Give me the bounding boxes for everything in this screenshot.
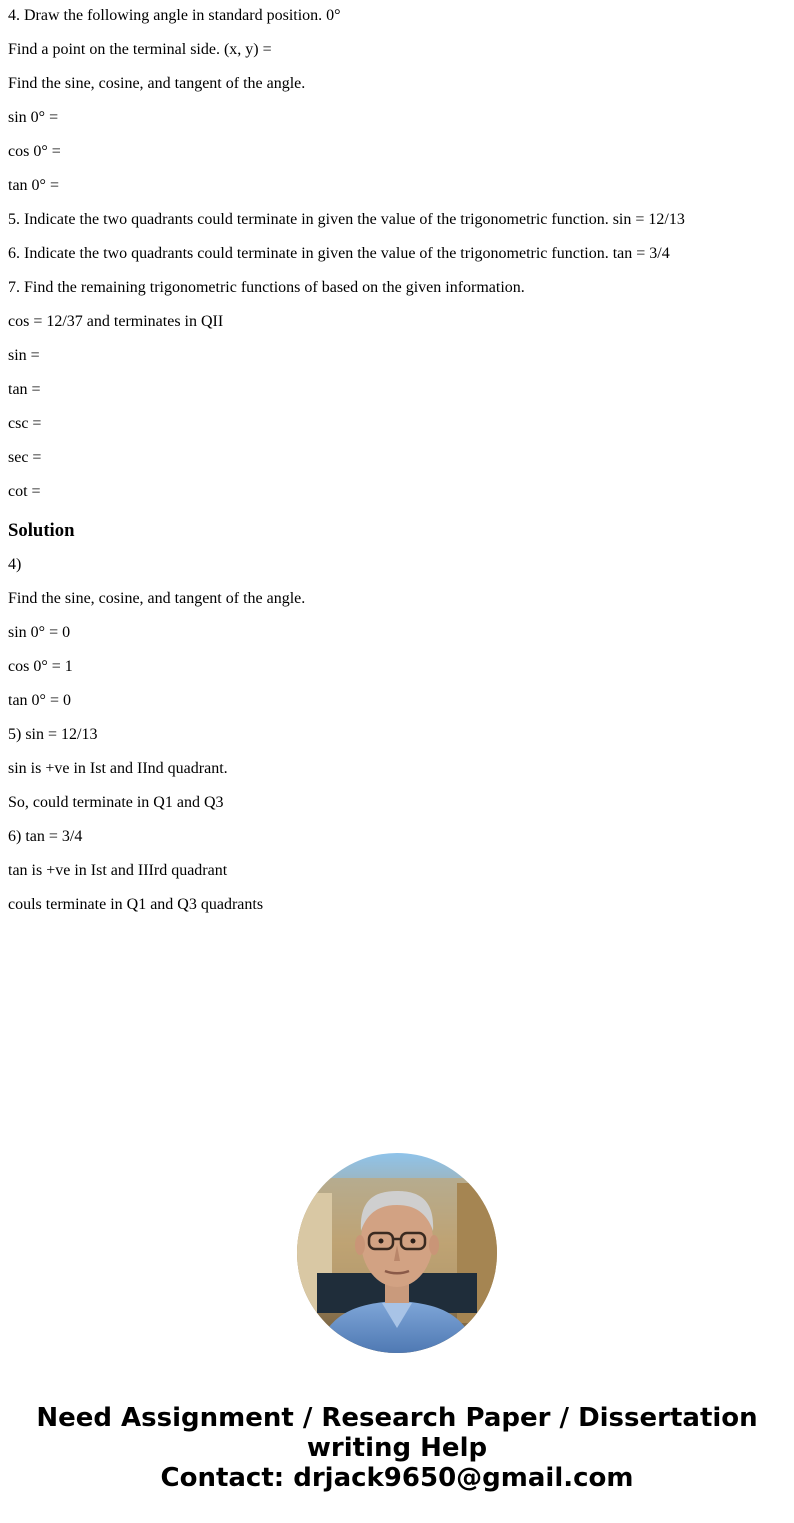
banner-line-2: writing Help [306, 1433, 488, 1463]
solution-line: 5) sin = 12/13 [8, 726, 98, 743]
solution-list [8, 556, 786, 914]
solution-line: Find the sine, cosine, and tangent of the angle. [8, 590, 306, 607]
question-line: tan = [8, 381, 41, 398]
solution-line: tan 0° = 0 [8, 692, 71, 709]
solution-line: So, could terminate in Q1 and Q3 [8, 794, 224, 811]
banner-line-1: Need Assignment / Research Paper / Dissertation [36, 1403, 758, 1433]
question-line: cos 0° = [8, 143, 61, 160]
solution-line: 4) [8, 556, 22, 573]
avatar-illustration [297, 1153, 497, 1353]
solution-line: tan is +ve in Ist and IIIrd quadrant [8, 862, 228, 879]
question-line: 7. Find the remaining trigonometric functions of based on the given information. [8, 279, 525, 296]
solution-line: sin is +ve in Ist and IInd quadrant. [8, 760, 228, 777]
question-line: cot = [8, 483, 41, 500]
banner-contact-email: Contact: drjack9650@gmail.com [160, 1463, 634, 1493]
question-line: csc = [8, 415, 42, 432]
solution-line: sin 0° = 0 [8, 624, 71, 641]
solution-line: cos 0° = 1 [8, 658, 73, 675]
question-line: 4. Draw the following angle in standard position. 0° [8, 7, 341, 24]
question-line: 5. Indicate the two quadrants could terminate in given the value of the trigonometric function. sin = 12/13 [8, 211, 685, 228]
solution-heading: Solution [8, 520, 75, 541]
person-photo-icon [297, 1153, 497, 1353]
question-line: sin 0° = [8, 109, 59, 126]
question-line: sec = [8, 449, 42, 466]
question-line: tan 0° = [8, 177, 59, 194]
document-body [8, 0, 786, 930]
question-line: 6. Indicate the two quadrants could terminate in given the value of the trigonometric function. tan = 3/4 [8, 245, 670, 262]
question-line: Find the sine, cosine, and tangent of the angle. [8, 75, 306, 92]
question-line: sin = [8, 347, 40, 364]
solution-line: couls terminate in Q1 and Q3 quadrants [8, 896, 264, 913]
question-list [8, 0, 786, 501]
question-line: cos = 12/37 and terminates in QII [8, 313, 224, 330]
solution-line: 6) tan = 3/4 [8, 828, 83, 845]
contact-banner [0, 1403, 794, 1493]
question-line: Find a point on the terminal side. (x, y) = [8, 41, 272, 58]
